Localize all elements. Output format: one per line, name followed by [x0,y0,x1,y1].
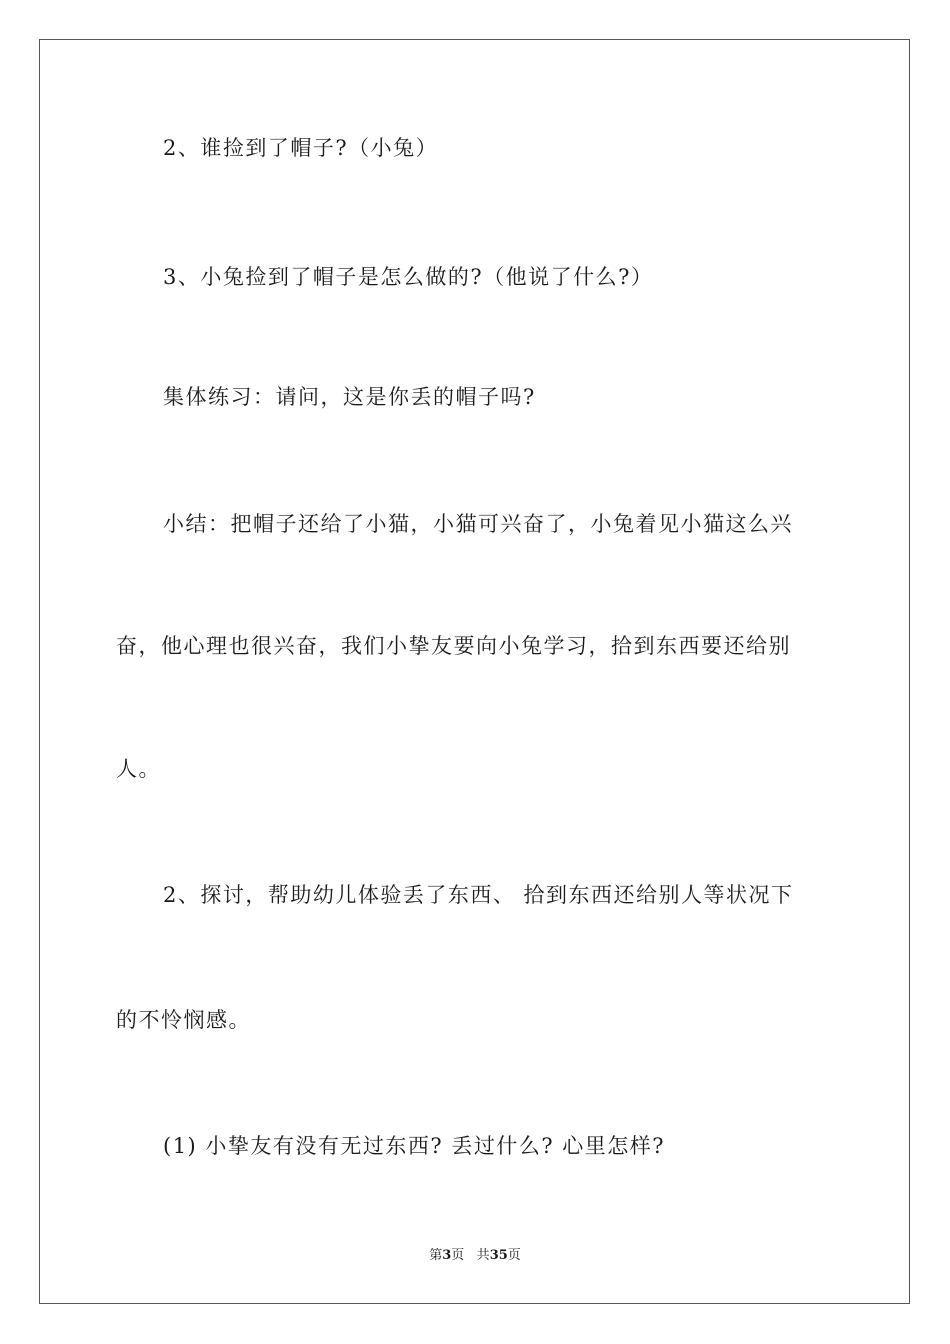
footer-page-current: 3 [442,1248,452,1263]
paragraph-question-2: 2、谁捡到了帽子?（小兔） [163,136,439,160]
footer-total-prefix: 共 [476,1248,490,1263]
paragraph-summary-line-3: 人。 [116,757,161,781]
footer-page-total: 35 [489,1248,508,1263]
paragraph-discussion-line-1: 2、探讨，帮助幼儿体验丢了东西、 拾到东西还给别人等状况下 [163,883,794,907]
paragraph-question-3: 3、小兔捡到了帽子是怎么做的?（他说了什么?） [163,265,654,289]
footer-page-suffix: 页 [451,1248,465,1263]
page-border [39,39,910,1304]
paragraph-group-practice: 集体练习：请问，这是你丢的帽子吗? [163,385,536,409]
paragraph-question-lost-items: (1) 小挚友有没有无过东西? 丢过什么? 心里怎样? [163,1134,666,1158]
footer-page-prefix: 第 [429,1248,443,1263]
paragraph-discussion-line-2: 的不怜悯感。 [116,1008,251,1032]
paragraph-summary-line-2: 奋，他心理也很兴奋，我们小挚友要向小兔学习，拾到东西要还给别 [116,634,791,658]
page-footer [0,1247,950,1265]
paragraph-summary-line-1: 小结：把帽子还给了小猫，小猫可兴奋了，小兔着见小猫这么兴 [163,512,793,536]
footer-total-suffix: 页 [507,1248,521,1263]
